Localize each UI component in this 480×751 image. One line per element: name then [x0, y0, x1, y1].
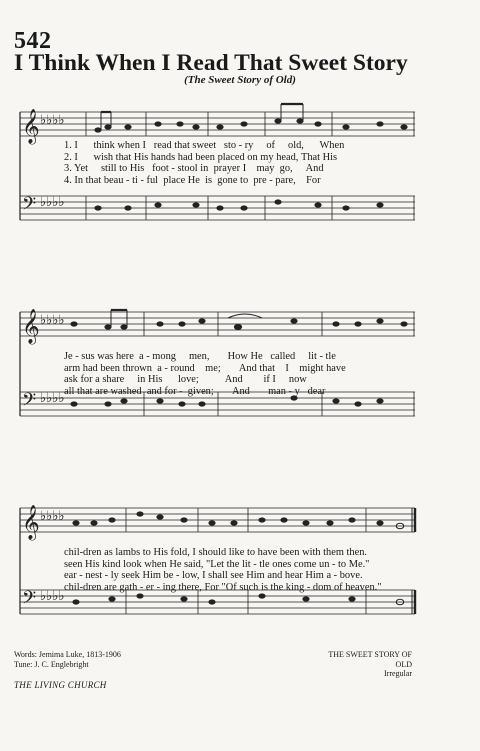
lyric-line: 2. I wish that His hands had been placed on my head, That His [64, 151, 338, 163]
lyric-line: ask for a share in His love; And if I now [64, 374, 307, 386]
svg-text:♭♭♭♭: ♭♭♭♭ [40, 112, 65, 127]
section-footer: THE LIVING CHURCH [14, 680, 107, 690]
lyric-line: chil-dren are gath - er - ing there, For "Of such is the king - dom of heaven." [64, 581, 382, 593]
credits [14, 650, 121, 669]
svg-text:𝄞: 𝄞 [22, 505, 40, 540]
tune-info [312, 650, 412, 679]
svg-text:♭♭♭♭: ♭♭♭♭ [40, 194, 65, 209]
svg-text:♭♭♭♭: ♭♭♭♭ [40, 390, 65, 405]
hymn-number: 542 [14, 28, 52, 54]
lyric-line: 3. Yet still to His foot - stool in prayer I may go, And [64, 163, 324, 175]
lyric-line: 1. I think when I read that sweet sto - ry of old, When [64, 140, 345, 151]
svg-text:𝄢: 𝄢 [22, 390, 37, 415]
hymn-title: I Think When I Read That Sweet Story [14, 50, 408, 76]
svg-text:𝄢: 𝄢 [22, 588, 37, 613]
lyric-line: all that are washed and for - given; And man - y dear [64, 385, 326, 397]
lyric-line: arm had been thrown a - round me; And that I might have [64, 362, 346, 374]
lyric-line: ear - nest - ly seek Him be - low, I shall see Him and hear Him a - bove. [64, 570, 363, 582]
words-credit: Words: Jemima Luke, 1813-1906 [14, 650, 121, 659]
lyric-line: seen His kind look when He said, "Let the lit - tle ones come un - to Me." [64, 558, 370, 570]
svg-text:𝄞: 𝄞 [22, 109, 40, 144]
tune-credit: Tune: J. C. Englebright [14, 659, 89, 669]
svg-text:♭♭♭♭: ♭♭♭♭ [40, 588, 65, 603]
lyric-line: 4. In that beau - ti - ful place He is gone to pre - pare, For [64, 174, 321, 186]
tune-meter: Irregular [384, 669, 412, 678]
lyric-line: Je - sus was here a - mong men, How He called lit - tle [64, 351, 336, 362]
lyric-line: chil-dren as lambs to His fold, I should like to have been with them then. [64, 547, 367, 558]
hymn-subtitle: (The Sweet Story of Old) [184, 74, 296, 86]
svg-text:𝄞: 𝄞 [22, 309, 40, 344]
tune-name: THE SWEET STORY OF OLD [328, 650, 412, 669]
svg-text:♭♭♭♭: ♭♭♭♭ [40, 508, 65, 523]
svg-text:𝄢: 𝄢 [22, 194, 37, 219]
svg-text:♭♭♭♭: ♭♭♭♭ [40, 312, 65, 327]
